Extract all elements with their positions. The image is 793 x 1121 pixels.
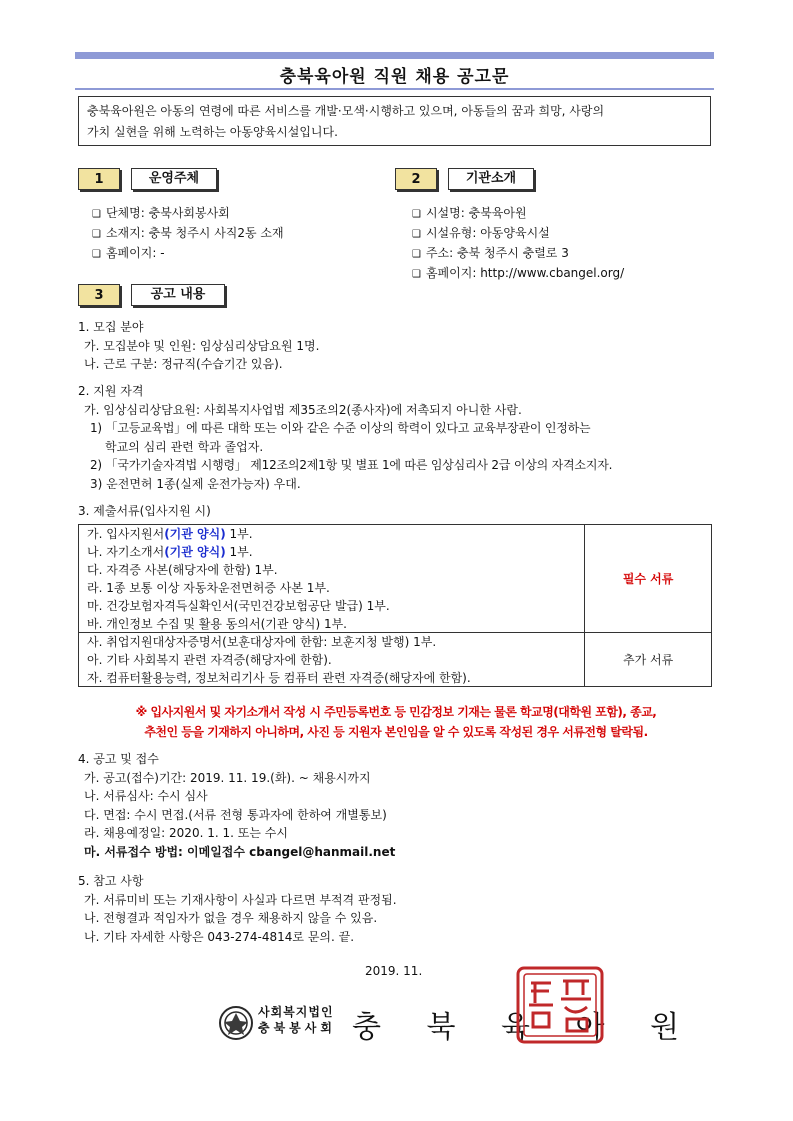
reference-section	[78, 872, 718, 946]
doc-item: 다. 자격증 사본(해당자에 한함) 1부.	[79, 561, 585, 579]
doc-item: 아. 기타 사회복지 관련 자격증(해당자에 한함).	[79, 651, 585, 669]
issue-date: 2019. 11.	[365, 964, 423, 978]
doc-item: 바. 개인정보 수집 및 활용 동의서(기관 양식) 1부.	[79, 615, 585, 633]
recruit-item: 나. 근로 구분: 정규직(수습기간 있음).	[84, 357, 283, 371]
recruit-heading: 1. 모집 분야	[78, 320, 144, 334]
doc-item: 자. 컴퓨터활용능력, 정보처리기사 등 컴퓨터 관련 자격증(해당자에 한함).	[79, 669, 585, 687]
recruit-section	[78, 318, 718, 374]
notice-item: 라. 채용예정일: 2020. 1. 1. 또는 수시	[84, 826, 288, 840]
notice-item: 나. 서류심사: 수시 심사	[84, 789, 208, 803]
section2-heading: 기관소개	[448, 168, 534, 190]
documents-table	[78, 524, 712, 687]
organization-emblem-icon	[218, 1005, 254, 1041]
required-docs-label: 필수 서류	[585, 525, 712, 633]
list-item: ❑ 시설유형: 아동양육시설	[412, 224, 624, 244]
doc-form-note: (기관 양식)	[164, 527, 226, 542]
section3-heading: 공고 내용	[131, 284, 225, 306]
official-seal-icon	[515, 965, 605, 1045]
reference-item: 나. 전형결과 적임자가 없을 경우 채용하지 않을 수 있음.	[84, 911, 378, 925]
table-row	[79, 633, 712, 651]
warning-notice	[76, 702, 716, 742]
section2-number: 2	[395, 168, 437, 190]
list-item: ❑ 홈페이지: http://www.cbangel.org/	[412, 264, 624, 284]
intro-box	[78, 96, 711, 146]
list-item: ❑ 주소: 충북 청주시 충렬로 3	[412, 244, 624, 264]
organization-label	[258, 1004, 336, 1036]
table-row	[79, 525, 712, 543]
doc-item: 나. 자기소개서	[87, 545, 165, 559]
notice-item: 다. 면접: 수시 면접.(서류 전형 통과자에 한하여 개별통보)	[84, 807, 387, 822]
section2-list	[412, 204, 624, 284]
qualification-item: 가. 임상심리상담요원: 사회복지사업법 제35조의2(종사자)에 저촉되지 아니한 사람.	[84, 402, 522, 417]
documents-heading: 3. 제출서류(입사지원 시)	[78, 504, 211, 518]
recruit-item: 가. 모집분야 및 인원: 임상심리상담요원 1명.	[84, 338, 320, 353]
list-item: ❑ 단체명: 충북사회봉사회	[92, 204, 284, 224]
doc-form-note: (기관 양식)	[164, 545, 226, 559]
notice-section	[78, 750, 718, 861]
organization-name: 충 북 육 아 원	[352, 1010, 698, 1045]
doc-item: 마. 건강보험자격득실확인서(국민건강보험공단 발급) 1부.	[79, 597, 585, 615]
extra-docs-label: 추가 서류	[585, 633, 712, 687]
reference-item: 나. 기타 자세한 사항은 043-274-4814로 문의. 끝.	[84, 929, 355, 944]
qualification-section	[78, 382, 723, 493]
qualification-heading: 2. 지원 자격	[78, 384, 144, 398]
warning-line: ※ 입사지원서 및 자기소개서 작성 시 주민등록번호 등 민감정보 기재는 물론 학교명(대학원 포함), 종교,	[135, 705, 657, 719]
intro-line: 충북육아원은 아동의 연령에 따른 서비스를 개발·모색·시행하고 있으며, 아동들의 꿈과 희망, 사랑의	[87, 104, 605, 118]
warning-line: 추천인 등을 기재하지 아니하며, 사진 등 지원자 본인임을 알 수 있도록 작성된 경우 서류전형 탈락됨.	[144, 725, 648, 739]
doc-item: 라. 1종 보통 이상 자동차운전면허증 사본 1부.	[79, 579, 585, 597]
list-item: ❑ 홈페이지: -	[92, 244, 284, 264]
qualification-item: 2) 「국가기술자격법 시행령」 제12조의2제1항 및 별표 1에 따른 임상심리사 2급 이상의 자격소지자.	[90, 458, 613, 472]
doc-item-count: 1부.	[225, 545, 253, 559]
qualification-item: 학교의 심리 관련 학과 졸업자.	[105, 439, 264, 454]
doc-item: 사. 취업지원대상자증명서(보훈대상자에 한함: 보훈지청 발행) 1부.	[79, 633, 585, 651]
intro-line: 가치 실현을 위해 노력하는 아동양육시설입니다.	[87, 125, 338, 139]
page-title: 충북육아원 직원 채용 공고문	[279, 67, 510, 87]
reference-item: 가. 서류미비 또는 기재사항이 사실과 다르면 부적격 판정됨.	[84, 892, 397, 907]
section3-number: 3	[78, 284, 120, 306]
notice-item: 가. 공고(접수)기간: 2019. 11. 19.(화). ~ 채용시까지	[84, 770, 371, 785]
doc-item-count: 1부.	[225, 527, 253, 542]
list-item: ❑ 시설명: 충북육아원	[412, 204, 624, 224]
organization-type: 사회복지법인	[258, 1005, 334, 1019]
section1-number: 1	[78, 168, 120, 190]
qualification-item: 3) 운전면허 1종(실제 운전가능자) 우대.	[90, 476, 301, 491]
section1-heading: 운영주체	[131, 168, 217, 190]
title-bottom-bar	[75, 88, 714, 90]
list-item: ❑ 소재지: 충북 청주시 사직2동 소재	[92, 224, 284, 244]
organization-parent: 충북봉사회	[258, 1021, 336, 1035]
section1-list	[92, 204, 284, 264]
reference-heading: 5. 참고 사항	[78, 874, 144, 888]
notice-heading: 4. 공고 및 접수	[78, 752, 159, 766]
title-top-bar	[75, 52, 714, 59]
qualification-item: 1) 「고등교육법」에 따른 대학 또는 이와 같은 수준 이상의 학력이 있다고 교육부장관이 인정하는	[90, 421, 591, 435]
doc-item: 가. 입사지원서	[87, 527, 165, 542]
notice-item-email: 마. 서류접수 방법: 이메일접수 cbangel@hanmail.net	[84, 844, 396, 859]
